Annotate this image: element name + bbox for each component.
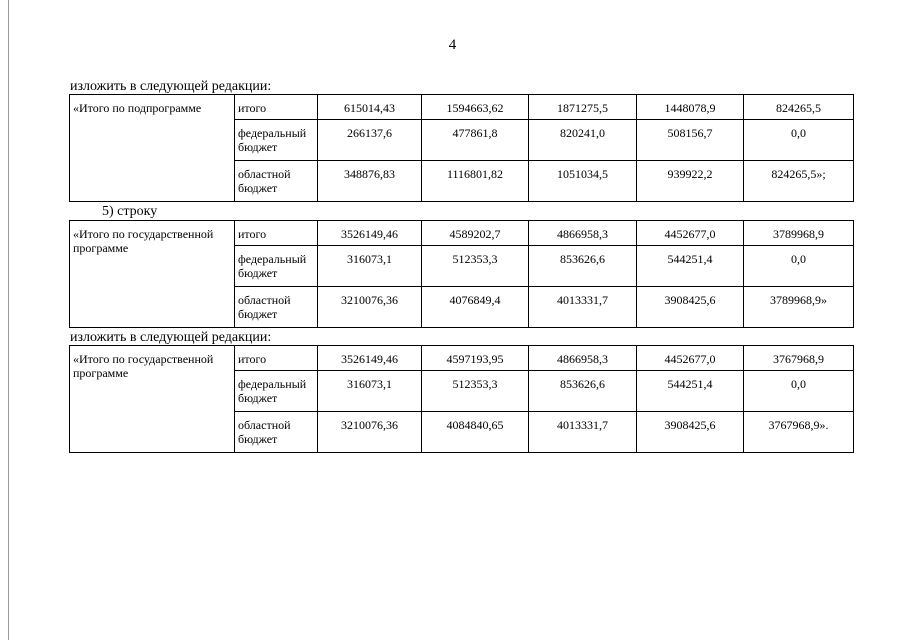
value-cell: 4013331,7: [529, 412, 637, 453]
value-cell: 853626,6: [529, 371, 637, 412]
value-cell: 4452677,0: [637, 221, 744, 246]
value-cell: 4597193,95: [422, 346, 529, 371]
budget-category: итого: [235, 346, 318, 371]
table-row: [70, 221, 854, 246]
row-group-name: «Итого по государственной программе: [70, 221, 235, 328]
value-cell: 1594663,62: [422, 95, 529, 120]
budget-category: федеральный бюджет: [235, 120, 318, 161]
value-cell: 3526149,46: [318, 221, 422, 246]
table-row: [70, 95, 854, 120]
row-group-name: «Итого по подпрограмме: [70, 95, 235, 202]
value-cell: 544251,4: [637, 371, 744, 412]
value-cell: 4452677,0: [637, 346, 744, 371]
value-cell: 3789968,9»: [744, 287, 854, 328]
value-cell: 3526149,46: [318, 346, 422, 371]
budget-table-program-new: [69, 345, 854, 453]
value-cell: 512353,3: [422, 371, 529, 412]
value-cell: 615014,43: [318, 95, 422, 120]
page-number: 4: [448, 37, 457, 53]
value-cell: 4866958,3: [529, 346, 637, 371]
value-cell: 3210076,36: [318, 287, 422, 328]
value-cell: 824265,5»;: [744, 161, 854, 202]
value-cell: 0,0: [744, 371, 854, 412]
row-group-name: «Итого по государственной программе: [70, 346, 235, 453]
budget-table-subprogram: [69, 94, 854, 202]
budget-category: итого: [235, 95, 318, 120]
budget-category: федеральный бюджет: [235, 246, 318, 287]
value-cell: 0,0: [744, 120, 854, 161]
value-cell: 820241,0: [529, 120, 637, 161]
budget-category: итого: [235, 221, 318, 246]
value-cell: 853626,6: [529, 246, 637, 287]
value-cell: 266137,6: [318, 120, 422, 161]
value-cell: 939922,2: [637, 161, 744, 202]
value-cell: 1051034,5: [529, 161, 637, 202]
value-cell: 1116801,82: [422, 161, 529, 202]
value-cell: 316073,1: [318, 371, 422, 412]
value-cell: 4589202,7: [422, 221, 529, 246]
value-cell: 512353,3: [422, 246, 529, 287]
value-cell: 4013331,7: [529, 287, 637, 328]
value-cell: 3767968,9».: [744, 412, 854, 453]
value-cell: 3767968,9: [744, 346, 854, 371]
value-cell: 477861,8: [422, 120, 529, 161]
budget-category: областной бюджет: [235, 287, 318, 328]
value-cell: 1871275,5: [529, 95, 637, 120]
value-cell: 316073,1: [318, 246, 422, 287]
heading-second-edit: изложить в следующей редакции:: [70, 330, 272, 345]
table-row: [70, 346, 854, 371]
value-cell: 4866958,3: [529, 221, 637, 246]
heading-item-5: 5) строку: [102, 204, 158, 219]
value-cell: 824265,5: [744, 95, 854, 120]
budget-table-program-old: [69, 220, 854, 328]
budget-category: федеральный бюджет: [235, 371, 318, 412]
value-cell: 348876,83: [318, 161, 422, 202]
budget-category: областной бюджет: [235, 161, 318, 202]
value-cell: 4076849,4: [422, 287, 529, 328]
heading-first-edit: изложить в следующей редакции:: [70, 79, 272, 94]
value-cell: 508156,7: [637, 120, 744, 161]
value-cell: 3210076,36: [318, 412, 422, 453]
value-cell: 0,0: [744, 246, 854, 287]
value-cell: 4084840,65: [422, 412, 529, 453]
scan-edge-line: [8, 0, 9, 640]
value-cell: 544251,4: [637, 246, 744, 287]
value-cell: 3789968,9: [744, 221, 854, 246]
value-cell: 3908425,6: [637, 287, 744, 328]
value-cell: 3908425,6: [637, 412, 744, 453]
budget-category: областной бюджет: [235, 412, 318, 453]
value-cell: 1448078,9: [637, 95, 744, 120]
